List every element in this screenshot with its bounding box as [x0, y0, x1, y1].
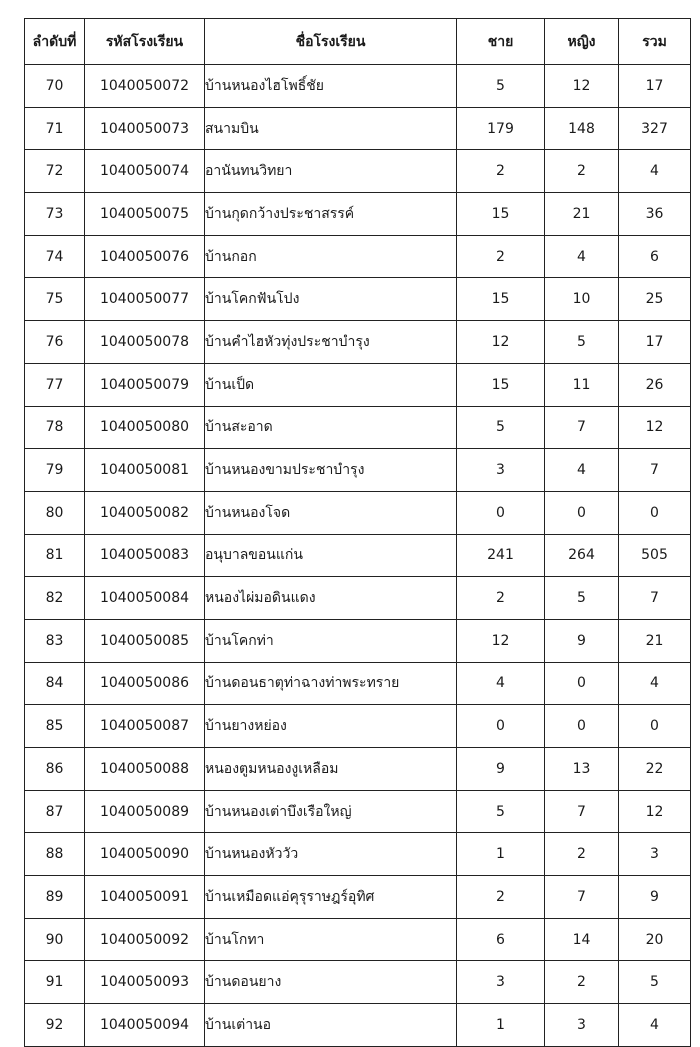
cell-order-number: 83	[25, 619, 85, 662]
cell-female: 4	[545, 449, 619, 492]
cell-school-name: บ้านหนองไฮโพธิ์ชัย	[205, 65, 457, 108]
cell-school-name: บ้านเป็ด	[205, 363, 457, 406]
cell-female: 2	[545, 150, 619, 193]
cell-female: 4	[545, 235, 619, 278]
cell-school-code: 1040050092	[85, 918, 205, 961]
cell-school-code: 1040050084	[85, 577, 205, 620]
cell-school-code: 1040050072	[85, 65, 205, 108]
table-row	[25, 363, 691, 406]
cell-female: 0	[545, 705, 619, 748]
cell-school-code: 1040050088	[85, 748, 205, 791]
cell-female: 2	[545, 833, 619, 876]
cell-school-code: 1040050081	[85, 449, 205, 492]
document-page	[24, 18, 690, 1047]
cell-school-code: 1040050079	[85, 363, 205, 406]
cell-school-name: บ้านคำไฮหัวทุ่งประชาบำรุง	[205, 321, 457, 364]
cell-male: 0	[457, 705, 545, 748]
cell-total: 7	[619, 449, 691, 492]
cell-order-number: 74	[25, 235, 85, 278]
cell-order-number: 82	[25, 577, 85, 620]
cell-school-code: 1040050075	[85, 193, 205, 236]
cell-order-number: 72	[25, 150, 85, 193]
cell-school-name: บ้านโคกฟันโปง	[205, 278, 457, 321]
table-row	[25, 107, 691, 150]
table-row	[25, 790, 691, 833]
cell-school-name: บ้านเต่านอ	[205, 1004, 457, 1047]
table-row	[25, 278, 691, 321]
cell-male: 2	[457, 876, 545, 919]
cell-order-number: 81	[25, 534, 85, 577]
cell-school-code: 1040050080	[85, 406, 205, 449]
cell-total: 12	[619, 406, 691, 449]
table-row	[25, 705, 691, 748]
cell-male: 3	[457, 449, 545, 492]
cell-order-number: 78	[25, 406, 85, 449]
table-row	[25, 235, 691, 278]
header-order-number: ลำดับที่	[25, 19, 85, 65]
cell-school-code: 1040050083	[85, 534, 205, 577]
table-row	[25, 65, 691, 108]
cell-school-code: 1040050077	[85, 278, 205, 321]
table-row	[25, 619, 691, 662]
cell-total: 22	[619, 748, 691, 791]
cell-female: 7	[545, 406, 619, 449]
cell-male: 241	[457, 534, 545, 577]
table-row	[25, 1004, 691, 1047]
cell-female: 12	[545, 65, 619, 108]
cell-order-number: 77	[25, 363, 85, 406]
cell-male: 12	[457, 619, 545, 662]
table-row	[25, 449, 691, 492]
cell-school-code: 1040050090	[85, 833, 205, 876]
cell-school-name: สนามบิน	[205, 107, 457, 150]
header-total: รวม	[619, 19, 691, 65]
table-header	[25, 19, 691, 65]
cell-order-number: 84	[25, 662, 85, 705]
table-row	[25, 961, 691, 1004]
cell-school-code: 1040050073	[85, 107, 205, 150]
cell-order-number: 76	[25, 321, 85, 364]
cell-total: 17	[619, 65, 691, 108]
cell-male: 179	[457, 107, 545, 150]
cell-school-name: บ้านดอนธาตุท่าฉางท่าพระทราย	[205, 662, 457, 705]
cell-male: 15	[457, 363, 545, 406]
cell-total: 3	[619, 833, 691, 876]
cell-school-code: 1040050087	[85, 705, 205, 748]
header-school-code: รหัสโรงเรียน	[85, 19, 205, 65]
cell-school-name: บ้านหนองเต่าบึงเรือใหญ่	[205, 790, 457, 833]
table-row	[25, 876, 691, 919]
cell-male: 2	[457, 235, 545, 278]
cell-male: 6	[457, 918, 545, 961]
cell-order-number: 73	[25, 193, 85, 236]
cell-school-name: บ้านเหมือดแอ่คุรุราษฎร์อุทิศ	[205, 876, 457, 919]
table-body	[25, 65, 691, 1047]
cell-total: 327	[619, 107, 691, 150]
cell-total: 36	[619, 193, 691, 236]
cell-total: 505	[619, 534, 691, 577]
cell-school-name: อานันทนวิทยา	[205, 150, 457, 193]
cell-female: 3	[545, 1004, 619, 1047]
cell-order-number: 87	[25, 790, 85, 833]
header-male: ชาย	[457, 19, 545, 65]
cell-total: 5	[619, 961, 691, 1004]
cell-male: 1	[457, 833, 545, 876]
table-row	[25, 577, 691, 620]
table-row	[25, 321, 691, 364]
cell-male: 9	[457, 748, 545, 791]
cell-total: 25	[619, 278, 691, 321]
cell-female: 264	[545, 534, 619, 577]
cell-school-name: หนองตูมหนองงูเหลือม	[205, 748, 457, 791]
cell-school-name: หนองไผ่มอดินแดง	[205, 577, 457, 620]
cell-order-number: 86	[25, 748, 85, 791]
table-row	[25, 491, 691, 534]
cell-school-name: บ้านหนองหัววัว	[205, 833, 457, 876]
table-row	[25, 150, 691, 193]
cell-male: 2	[457, 150, 545, 193]
cell-school-code: 1040050078	[85, 321, 205, 364]
cell-total: 26	[619, 363, 691, 406]
cell-school-name: อนุบาลขอนแก่น	[205, 534, 457, 577]
cell-order-number: 85	[25, 705, 85, 748]
cell-school-name: บ้านหนองขามประชาบำรุง	[205, 449, 457, 492]
header-female: หญิง	[545, 19, 619, 65]
cell-order-number: 88	[25, 833, 85, 876]
cell-school-name: บ้านสะอาด	[205, 406, 457, 449]
cell-order-number: 71	[25, 107, 85, 150]
cell-male: 3	[457, 961, 545, 1004]
cell-order-number: 92	[25, 1004, 85, 1047]
cell-male: 15	[457, 193, 545, 236]
cell-female: 5	[545, 577, 619, 620]
table-row	[25, 748, 691, 791]
cell-order-number: 90	[25, 918, 85, 961]
cell-female: 11	[545, 363, 619, 406]
cell-total: 21	[619, 619, 691, 662]
cell-school-code: 1040050082	[85, 491, 205, 534]
cell-school-code: 1040050093	[85, 961, 205, 1004]
cell-school-name: บ้านกุดกว้างประชาสรรค์	[205, 193, 457, 236]
school-student-table	[24, 18, 691, 1047]
cell-order-number: 70	[25, 65, 85, 108]
cell-male: 15	[457, 278, 545, 321]
cell-female: 13	[545, 748, 619, 791]
cell-female: 14	[545, 918, 619, 961]
cell-female: 7	[545, 790, 619, 833]
cell-school-code: 1040050094	[85, 1004, 205, 1047]
cell-male: 4	[457, 662, 545, 705]
cell-male: 5	[457, 65, 545, 108]
table-row	[25, 406, 691, 449]
cell-total: 20	[619, 918, 691, 961]
cell-total: 4	[619, 150, 691, 193]
cell-school-code: 1040050086	[85, 662, 205, 705]
table-row	[25, 534, 691, 577]
cell-school-code: 1040050085	[85, 619, 205, 662]
cell-male: 5	[457, 790, 545, 833]
cell-male: 0	[457, 491, 545, 534]
header-school-name: ชื่อโรงเรียน	[205, 19, 457, 65]
cell-male: 12	[457, 321, 545, 364]
cell-female: 10	[545, 278, 619, 321]
cell-total: 4	[619, 662, 691, 705]
cell-male: 2	[457, 577, 545, 620]
cell-school-name: บ้านยางหย่อง	[205, 705, 457, 748]
cell-total: 17	[619, 321, 691, 364]
cell-female: 148	[545, 107, 619, 150]
cell-school-name: บ้านโกทา	[205, 918, 457, 961]
cell-total: 4	[619, 1004, 691, 1047]
cell-male: 1	[457, 1004, 545, 1047]
cell-female: 0	[545, 491, 619, 534]
cell-total: 6	[619, 235, 691, 278]
cell-female: 0	[545, 662, 619, 705]
table-row	[25, 918, 691, 961]
cell-male: 5	[457, 406, 545, 449]
cell-total: 0	[619, 705, 691, 748]
cell-order-number: 80	[25, 491, 85, 534]
cell-school-code: 1040050074	[85, 150, 205, 193]
header-row	[25, 19, 691, 65]
cell-school-code: 1040050076	[85, 235, 205, 278]
cell-female: 7	[545, 876, 619, 919]
cell-female: 5	[545, 321, 619, 364]
cell-school-code: 1040050089	[85, 790, 205, 833]
table-row	[25, 193, 691, 236]
cell-school-name: บ้านโคกท่า	[205, 619, 457, 662]
cell-total: 7	[619, 577, 691, 620]
cell-female: 2	[545, 961, 619, 1004]
cell-total: 9	[619, 876, 691, 919]
cell-total: 0	[619, 491, 691, 534]
cell-order-number: 75	[25, 278, 85, 321]
cell-order-number: 79	[25, 449, 85, 492]
cell-order-number: 89	[25, 876, 85, 919]
cell-school-name: บ้านกอก	[205, 235, 457, 278]
cell-female: 21	[545, 193, 619, 236]
cell-female: 9	[545, 619, 619, 662]
cell-order-number: 91	[25, 961, 85, 1004]
table-row	[25, 662, 691, 705]
cell-school-name: บ้านหนองโจด	[205, 491, 457, 534]
cell-total: 12	[619, 790, 691, 833]
cell-school-code: 1040050091	[85, 876, 205, 919]
table-row	[25, 833, 691, 876]
cell-school-name: บ้านดอนยาง	[205, 961, 457, 1004]
